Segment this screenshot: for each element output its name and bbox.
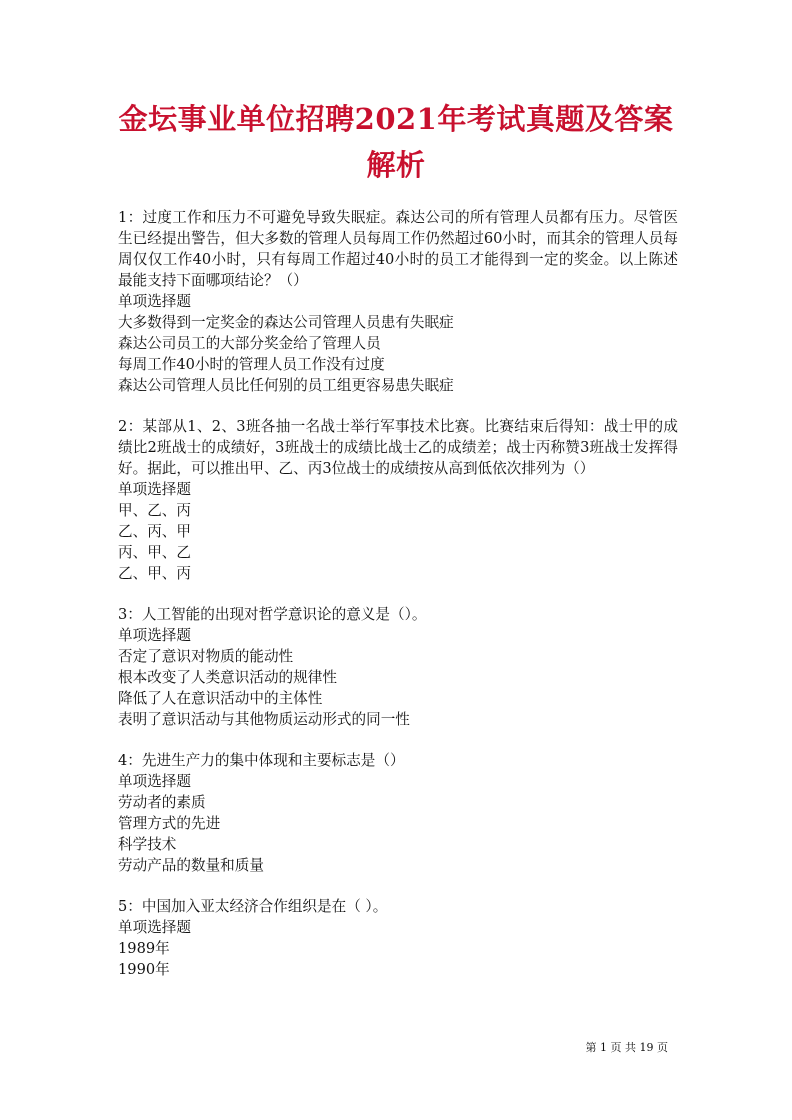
option-c: 每周工作40小时的管理人员工作没有过度	[118, 356, 385, 373]
option-b: 根本改变了人类意识活动的规律性	[118, 669, 337, 686]
question-type: 单项选择题	[118, 919, 191, 936]
option-c: 降低了人在意识活动中的主体性	[118, 690, 323, 707]
option-b: 管理方式的先进	[118, 815, 221, 832]
title-line-2: 解析	[366, 148, 426, 182]
question-stem: 2：某部从1、2、3班各抽一名战士举行军事技术比赛。比赛结束后得知：战士甲的成绩比2班战士的成绩好，3班战士的成绩比战士乙的成绩差；战士丙称赞3班战士发挥得好。据此，可以推出甲、乙、丙3位战士的成绩按从高到低依次排列为（）	[118, 418, 678, 477]
page-number: 第 1 页 共 19 页	[585, 1041, 668, 1054]
option-a: 否定了意识对物质的能动性	[118, 648, 294, 665]
question-stem: 5：中国加入亚太经济合作组织是在（ ）。	[118, 898, 388, 915]
option-c: 丙、甲、乙	[118, 544, 191, 561]
option-d: 劳动产品的数量和质量	[118, 857, 264, 874]
option-b: 乙、丙、甲	[118, 523, 191, 540]
option-b: 森达公司员工的大部分奖金给了管理人员	[118, 335, 381, 352]
option-a: 大多数得到一定奖金的森达公司管理人员患有失眠症	[118, 314, 454, 331]
question-2	[118, 416, 678, 584]
question-1	[118, 207, 678, 396]
option-d: 表明了意识活动与其他物质运动形式的同一性	[118, 711, 410, 728]
option-a: 甲、乙、丙	[118, 502, 191, 519]
question-type: 单项选择题	[118, 293, 191, 310]
question-type: 单项选择题	[118, 627, 191, 644]
option-a: 劳动者的素质	[118, 794, 206, 811]
question-type: 单项选择题	[118, 773, 191, 790]
question-stem: 1：过度工作和压力不可避免导致失眠症。森达公司的所有管理人员都有压力。尽管医生已经提出警告，但大多数的管理人员每周工作仍然超过60小时，而其余的管理人员每周仅仅工作40小时，只有每周工作超过40小时的员工才能得到一定的奖金。以上陈述最能支持下面哪项结论？（）	[118, 209, 678, 289]
question-stem: 3：人工智能的出现对哲学意识论的意义是（）。	[118, 606, 427, 623]
question-3	[118, 604, 678, 730]
option-c: 科学技术	[118, 836, 177, 853]
option-d: 乙、甲、丙	[118, 565, 191, 582]
option-a: 1989年	[118, 940, 170, 957]
question-5	[118, 896, 678, 980]
question-list	[118, 207, 678, 1000]
question-4	[118, 750, 678, 876]
question-type: 单项选择题	[118, 481, 191, 498]
document-title	[110, 96, 682, 188]
question-stem: 4：先进生产力的集中体现和主要标志是（）	[118, 752, 405, 769]
title-line-1: 金坛事业单位招聘2021年考试真题及答案	[118, 102, 674, 136]
option-d: 森达公司管理人员比任何别的员工组更容易患失眠症	[118, 377, 454, 394]
option-b: 1990年	[118, 961, 170, 978]
